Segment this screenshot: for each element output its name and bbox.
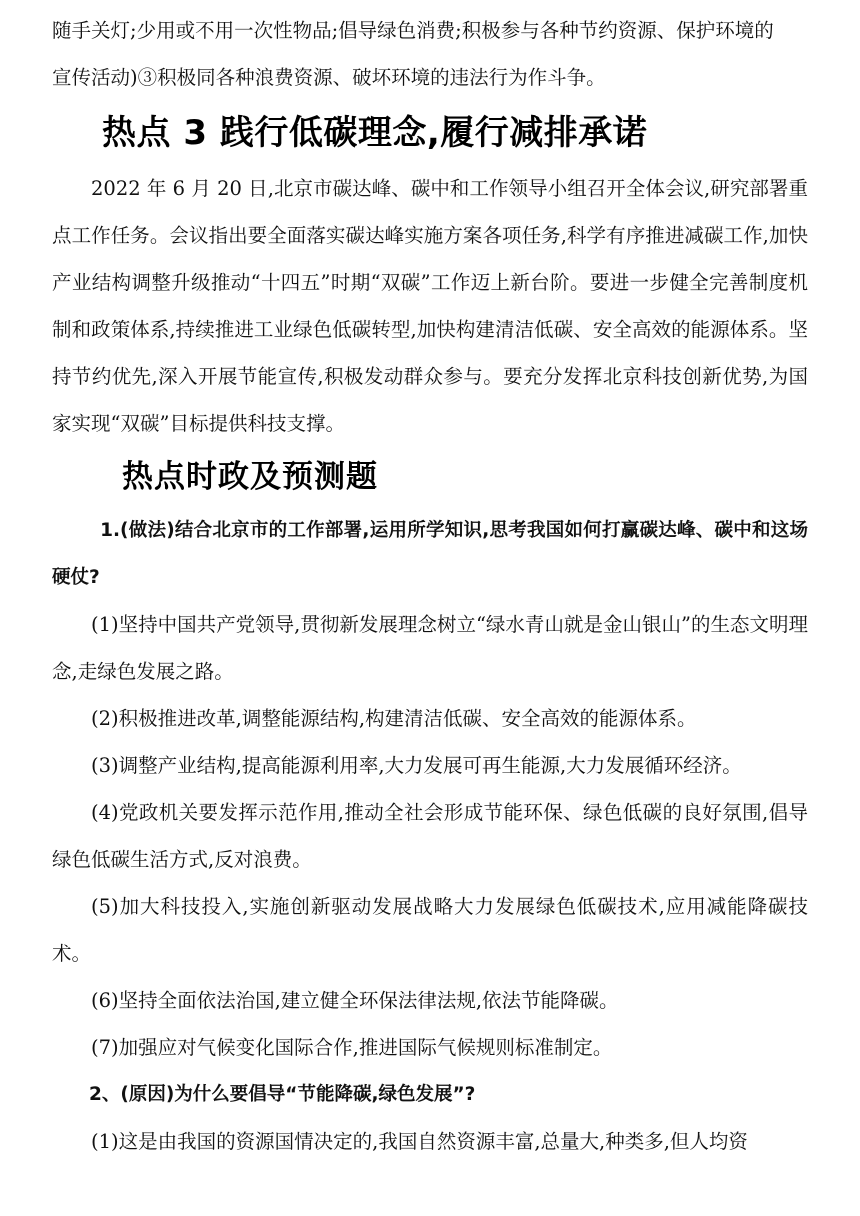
question-2: 2、(原因)为什么要倡导“节能降碳,绿色发展”? xyxy=(89,1084,476,1105)
q1-answer-5: (5)加大科技投入,实施创新驱动发展战略大力发展绿色低碳技术,应用减能降碳技术。 xyxy=(52,895,808,965)
q1-answer-2: (2)积极推进改革,调整能源结构,构建清洁低碳、安全高效的能源体系。 xyxy=(91,707,697,730)
heading-hotspot-3: 热点 3 践行低碳理念,履行减排承诺 xyxy=(102,113,648,153)
q1-answer-1: (1)坚持中国共产党领导,贯彻新发展理念树立“绿水青山就是金山银山”的生态文明理念,走绿色发展之路。 xyxy=(52,613,808,683)
q1-answer-4: (4)党政机关要发挥示范作用,推动全社会形成节能环保、绿色低碳的良好氛围,倡导绿色低碳生活方式,反对浪费。 xyxy=(52,801,808,871)
q1-answer-3: (3)调整产业结构,提高能源利用率,大力发展可再生能源,大力发展循环经济。 xyxy=(91,754,742,777)
q1-answer-7: (7)加强应对气候变化国际合作,推进国际气候规则标准制定。 xyxy=(91,1036,613,1059)
q1-answer-6: (6)坚持全面依法治国,建立健全环保法律法规,依法节能降碳。 xyxy=(91,989,619,1012)
intro-continuation xyxy=(52,0,808,101)
news-paragraph: 2022 年 6 月 20 日,北京市碳达峰、碳中和工作领导小组召开全体会议,研究部署重点工作任务。会议指出要全面落实碳达峰实施方案各项任务,科学有序推进减碳工作,加快产业结构调整升级推动“十四五”时期“双碳”工作迈上新台阶。要进一步健全完善制度机制和政策体系,持续推进工业绿色低碳转型,加快构建清洁低碳、安全高效的能源体系。坚持节约优先,深入开展节能宣传,积极发动群众参与。要充分发挥北京科技创新优势,为国家实现“双碳”目标提供科技支撑。 xyxy=(52,177,808,435)
question-1: 1.(做法)结合北京市的工作部署,运用所学知识,思考我国如何打赢碳达峰、碳中和这场硬仗? xyxy=(52,520,808,588)
intro-line-1: 随手关灯;少用或不用一次性物品;倡导绿色消费;积极参与各种节约资源、保护环境的 xyxy=(52,19,774,42)
q2-answer-1: (1)这是由我国的资源国情决定的,我国自然资源丰富,总量大,种类多,但人均资 xyxy=(91,1130,748,1153)
intro-line-2: 宣传活动)③积极同各种浪费资源、破坏环境的违法行为作斗争。 xyxy=(52,66,606,89)
heading-predictions: 热点时政及预测题 xyxy=(122,459,378,495)
